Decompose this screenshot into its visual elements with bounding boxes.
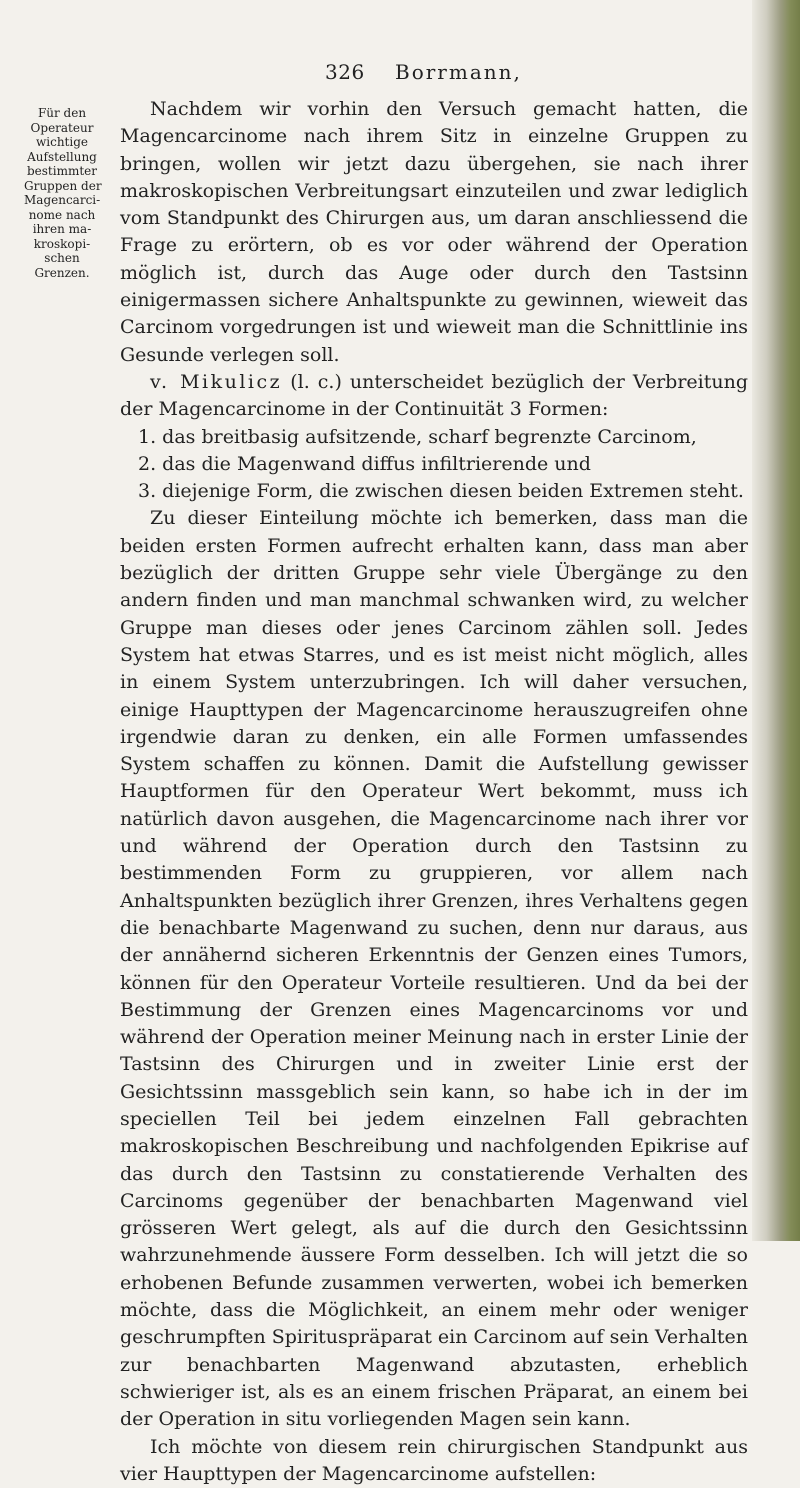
paragraph: Nachdem wir vorhin den Versuch gemacht hatten, die Magencarcinome nach ihrem Sitz in einzelne Gruppen zu bringen, wollen wir jetzt dazu übergehen, sie nach ihrer makroskopischen Verbreitungsart einzuteilen und zwar lediglich vom Standpunkt des Chirurgen aus, um daran anschliessend die Frage zu erörtern, ob es vor oder während der Operation möglich ist, durch das Auge oder durch den Tastsinn einigermassen sichere Anhaltspunkte zu gewinnen, wieweit das Carcinom vorgedrungen ist und wieweit man die Schnittlinie ins Gesunde verlegen soll. — [120, 98, 748, 366]
margin-note-line: ihren ma- — [32, 222, 92, 236]
running-title: Borrmann, — [395, 60, 522, 84]
margin-note-line: Grenzen. — [34, 265, 90, 280]
margin-note-line: Für den — [37, 106, 87, 120]
page-edge-shadow — [752, 0, 800, 1241]
paragraph-text: (l. c.) unterscheidet bezüglich der Verbreitung der Magencarcinome in der Continuität 3 Formen: — [120, 370, 748, 421]
paragraph: Ich möchte von diesem rein chirurgischen Standpunkt aus vier Haupttypen der Magencarcinome aufstellen: — [120, 1435, 748, 1485]
margin-note-line: kroskopi- — [33, 236, 91, 251]
paragraph: Zu dieser Einteilung möchte ich bemerken, dass man die beiden ersten Formen aufrecht erhalten kann, dass man aber bezüglich der dritten Gruppe sehr viele Übergänge zu den andern finden und man manchmal schwanken wird, zu welcher Gruppe man dieses oder jenes Carcinom zählen soll. Jedes System hat etwas Starres, und es ist meist nicht möglich, alles in einem System unterzubringen. Ich will daher versuchen, einige Haupttypen der Magencarcinome herauszugreifen ohne irgendwie daran zu denken, ein alle Formen umfassendes System schaffen zu können. Damit die Aufstellung gewisser Hauptformen für den Operateur Wert bekommt, muss ich natürlich davon ausgehen, die Magencarcinome nach ihrer vor und während der Operation durch den Tastsinn zu bestimmenden Form zu gruppieren, vor allem nach Anhaltspunkten bezüglich ihrer Grenzen, ihres Verhaltens gegen die benachbarte Magenwand zu suchen, denn nur daraus, aus der annähernd sicheren Erkenntnis der Genzen eines Tumors, können für den Operateur Vorteile resultieren. Und da bei der Bestimmung der Grenzen eines Magencarcinoms vor und während der Operation meiner Meinung nach in erster Linie der Tastsinn des Chirurgen und in zweiter Linie erst der Gesichtssinn massgeblich sein kann, so habe ich in der im speciellen Teil bei jedem einzelnen Fall gebrachten makroskopischen Beschreibung und nachfolgenden Epikrise auf das durch den Tastsinn zu constatierende Verhalten des Carcinoms gegenüber der benachbarten Magenwand viel grösseren Wert gelegt, als auf die durch den Gesichtssinn wahrzunehmende äussere Form desselben. Ich will jetzt die so erhobenen Befunde zusammen verwerten, wobei ich bemerken möchte, dass die Möglichkeit, an einem mehr oder weniger geschrumpften Spirituspräparat ein Carcinom auf sein Verhalten zur benachbarten Magenwand abzutasten, erheblich schwieriger ist, als es an einem frischen Präparat, an einem bei der Operation in situ vorliegenden Magen sein kann. — [120, 507, 748, 1431]
list-item: 2. das die Magenwand diffus infiltrierende und — [138, 452, 591, 475]
list-item: 1. das breitbasig aufsitzende, scharf begrenzte Carcinom, — [138, 425, 697, 448]
forms-list — [120, 424, 748, 506]
page-header — [70, 60, 760, 90]
margin-note-line: Aufstellung — [27, 149, 97, 164]
margin-note-line: bestimmter — [26, 164, 98, 178]
margin-note-line: wichtige — [35, 135, 88, 149]
author-name: v. Mikulicz — [150, 370, 283, 393]
margin-note-line: Operateur — [30, 120, 94, 135]
page-number: 326 — [325, 60, 365, 84]
margin-note-line: nome nach — [28, 207, 96, 222]
margin-note-line: schen — [44, 251, 80, 265]
list-item: 3. diejenige Form, die zwischen diesen beiden Extremen steht. — [138, 480, 744, 503]
margin-note — [24, 106, 100, 280]
body-text — [120, 96, 748, 1488]
margin-note-line: Magencarci- — [24, 193, 101, 207]
margin-note-line: Gruppen der — [24, 178, 102, 193]
paragraph — [120, 369, 748, 424]
